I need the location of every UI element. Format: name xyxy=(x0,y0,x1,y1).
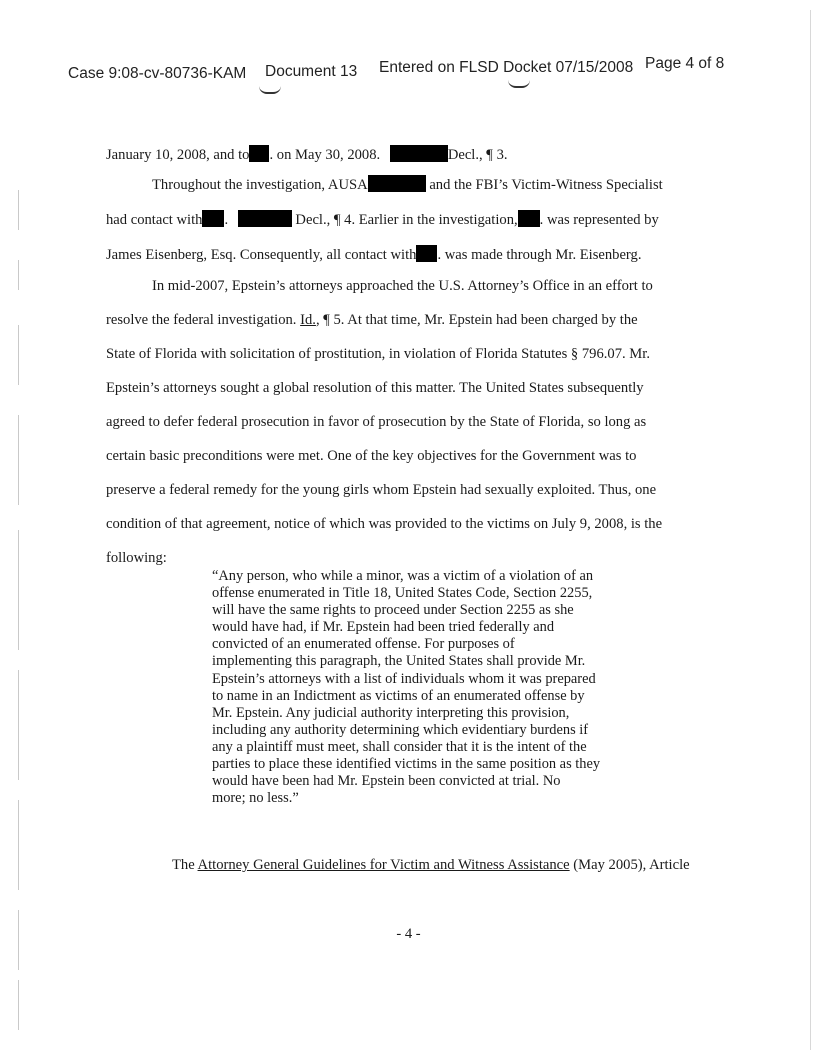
body-line: State of Florida with solicitation of prostitution, in violation of Florida Statutes § 796.07. Mr. xyxy=(106,346,650,362)
quote-line: “Any person, who while a minor, was a victim of a violation of an xyxy=(212,568,594,584)
case-number: Case 9:08-cv-80736-KAM xyxy=(68,65,247,82)
quote-line: more; no less.” xyxy=(212,790,299,807)
quote-line: to name in an Indictment as victims of an enumerated offense by xyxy=(212,687,585,704)
body-line: resolve the federal investigation. Id., ¶ 5. At that time, Mr. Epstein had been charged by the xyxy=(106,312,638,328)
quote-line: Epstein’s attorneys with a list of individuals whom it was prepared xyxy=(212,670,596,687)
quote-line: convicted of an enumerated offense. For purposes of xyxy=(212,636,515,653)
body-line: had contact with . Decl., ¶ 4. Earlier in the investigation, . was represented by xyxy=(106,212,659,228)
scan-edge-right xyxy=(810,10,811,1050)
quote-line: Mr. Epstein. Any judicial authority interpreting this provision, xyxy=(212,704,570,721)
redaction-box xyxy=(368,175,426,192)
redaction-box xyxy=(390,145,448,162)
body-line: James Eisenberg, Esq. Consequently, all contact with . was made through Mr. Eisenberg. xyxy=(106,247,642,263)
body-line: following: xyxy=(106,550,167,566)
filing-stamp-mark xyxy=(508,80,530,88)
body-line: Throughout the investigation, AUSA and the FBI’s Victim-Witness Specialist xyxy=(152,177,663,193)
quote-line: implementing this paragraph, the United States shall provide Mr. xyxy=(212,653,586,670)
quote-line: any a plaintiff must meet, shall consider that it is the intent of the xyxy=(212,738,587,755)
document-number: Document 13 xyxy=(265,63,358,80)
redaction-box xyxy=(518,210,540,227)
body-line: preserve a federal remedy for the young girls whom Epstein had sexually exploited. Thus, one xyxy=(106,482,657,498)
filing-stamp-mark xyxy=(259,86,281,94)
page-count: Page 4 of 8 xyxy=(645,55,725,72)
redaction-box xyxy=(202,210,224,227)
body-line: Epstein’s attorneys sought a global resolution of this matter. The United States subsequently xyxy=(106,380,644,396)
guidelines-title: Attorney General Guidelines for Victim and Witness Assistance xyxy=(197,857,570,873)
redaction-box xyxy=(249,145,269,162)
agreement-quote xyxy=(212,568,652,807)
body-line: certain basic preconditions were met. One of the key objectives for the Government was to xyxy=(106,448,637,464)
redaction-box xyxy=(416,245,437,262)
docket-entry: Entered on FLSD Docket 07/15/2008 xyxy=(379,59,634,76)
body-line: condition of that agreement, notice of which was provided to the victims on July 9, 2008, is the xyxy=(106,516,663,532)
body-line: In mid-2007, Epstein’s attorneys approached the U.S. Attorney’s Office in an effort to xyxy=(152,278,653,294)
page-number: - 4 - xyxy=(396,926,421,942)
body-line: January 10, 2008, and to . on May 30, 2008. Decl., ¶ 3. xyxy=(106,147,508,163)
body-line: agreed to defer federal prosecution in favor of prosecution by the State of Florida, so long as xyxy=(106,414,647,430)
quote-line: would have been had Mr. Epstein been convicted at trial. No xyxy=(212,773,561,790)
quote-line: would have had, if Mr. Epstein had been tried federally and xyxy=(212,619,555,636)
quote-line: will have the same rights to proceed under Section 2255 as she xyxy=(212,602,574,619)
scan-edge-left xyxy=(18,190,24,1040)
quote-line: offense enumerated in Title 18, United States Code, Section 2255, xyxy=(212,585,593,602)
quote-line: including any authority determining which evidentiary burdens if xyxy=(212,721,589,738)
redaction-box xyxy=(238,210,292,227)
body-line: The Attorney General Guidelines for Victim and Witness Assistance (May 2005), Article xyxy=(172,857,690,873)
quote-line: parties to place these identified victims in the same position as they xyxy=(212,756,601,773)
